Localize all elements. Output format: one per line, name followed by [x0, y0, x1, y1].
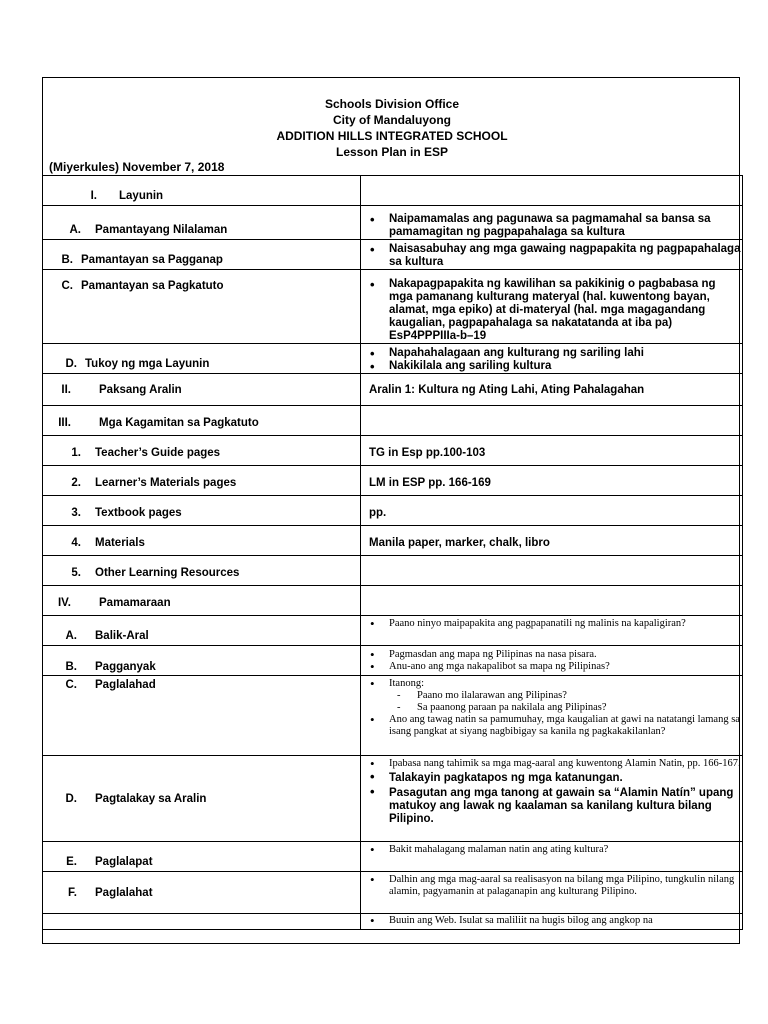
bullet-item: • Pagmasdan ang mapa ng Pilipinas na nasa pisara. [361, 649, 742, 661]
row-title: Pagganyak [95, 661, 156, 673]
row-value [361, 436, 743, 466]
row-number: C. [65, 679, 77, 691]
row-label [43, 176, 361, 206]
tg-value: TG in Esp pp.100-103 [369, 447, 486, 459]
row-value [361, 646, 743, 676]
table-row [43, 756, 743, 842]
row-label [43, 756, 361, 842]
row-label [43, 270, 361, 344]
city-heading: City of Mandaluyong [333, 113, 451, 127]
lesson-plan-frame [42, 77, 740, 944]
row-number: II. [61, 383, 71, 396]
table-row [43, 914, 743, 930]
row-label [43, 676, 361, 756]
row-value [361, 496, 743, 526]
bullet-item: • Paano ninyo maipapakita ang pagpapanatili ng malinis na kapaligiran? [361, 618, 742, 630]
row-value [361, 270, 743, 344]
row-label [43, 496, 361, 526]
row-title: Paglalahad [95, 679, 156, 691]
row-title: Layunin [119, 190, 164, 202]
textbook-value: pp. [369, 507, 387, 519]
row-number: IV. [57, 597, 71, 609]
bullet-item: • Nakikilala ang sariling kultura [361, 360, 742, 373]
row-label [43, 374, 361, 406]
table-row [43, 842, 743, 872]
lesson-plan-table [42, 175, 743, 930]
table-row [43, 176, 743, 206]
row-number: D. [65, 792, 77, 805]
row-number: F. [68, 886, 77, 899]
row-number: B. [61, 254, 73, 266]
row-value [361, 526, 743, 556]
row-label [43, 406, 361, 436]
row-title: Tukoy ng mga Layunin [85, 358, 210, 370]
row-value [361, 344, 743, 374]
table-row [43, 270, 743, 344]
row-number: 5. [71, 567, 81, 579]
row-value [361, 176, 743, 206]
row-label [43, 914, 361, 930]
table-row [43, 406, 743, 436]
table-row [43, 556, 743, 586]
school-office-heading: Schools Division Office [324, 97, 460, 111]
sub-item: - Sa paanong paraan pa nakilala ang Pilipinas? [397, 702, 742, 714]
table-row [43, 374, 743, 406]
table-row [43, 466, 743, 496]
table-row [43, 676, 743, 756]
row-title: Pamantayan sa Pagganap [81, 254, 223, 266]
bullet-item: • Nakapagpapakita ng kawilihan sa pakikinig o pagbabasa ng mga pamanang kulturang materyal (hal. kuwentong bayan, alamat, mga epiko) at di-materyal (hal. mga magagandang kaugalian, pagpapahalaga sa nakatatanda at iba pa) EsP4PPPIIIa-b–19 [361, 278, 742, 343]
row-title: Pagtalakay sa Aralin [95, 792, 207, 805]
bullet-item: • Buuin ang Web. Isulat sa maliliit na hugis bilog ang angkop na [361, 915, 742, 927]
row-title: Pamantayan sa Pagkatuto [81, 280, 224, 292]
row-value [361, 240, 743, 270]
row-label [43, 344, 361, 374]
bullet-item: • Bakit mahalagang malaman natin ang ating kultura? [361, 844, 742, 856]
row-label [43, 206, 361, 240]
row-value [361, 872, 743, 914]
row-value [361, 914, 743, 930]
row-number: 2. [71, 477, 81, 489]
topic-value: Aralin 1: Kultura ng Ating Lahi, Ating Pahalagahan [369, 383, 645, 396]
row-title: Paglalapat [95, 856, 153, 868]
row-number: C. [61, 280, 73, 292]
row-label [43, 240, 361, 270]
bullet-item: • Dalhin ang mga mag-aaral sa realisasyon na bilang mga Pilipino, tungkulin nilang alamin, pagyamanin at palaganapin ang kulturang Pilipino. [361, 874, 742, 898]
row-title: Teacher’s Guide pages [95, 447, 221, 459]
row-title: Paksang Aralin [99, 383, 182, 396]
row-number: I. [90, 190, 97, 202]
table-row [43, 646, 743, 676]
row-title: Pamantayang Nilalaman [95, 224, 228, 236]
table-row [43, 586, 743, 616]
bullet-item: • Pasagutan ang mga tanong at gawain sa “Alamin Natín” upang matukoy ang lawak ng kaalaman sa kanilang kultura bilang Pilipino. [361, 785, 742, 826]
row-title: Mga Kagamitan sa Pagkatuto [99, 417, 259, 429]
school-name-heading: ADDITION HILLS INTEGRATED SCHOOL [276, 129, 508, 143]
table-row [43, 526, 743, 556]
lm-value: LM in ESP pp. 166-169 [369, 477, 491, 489]
row-number: III. [58, 417, 71, 429]
row-label [43, 526, 361, 556]
bullet-item: • Ano ang tawag natin sa pamumuhay, mga kaugalian at gawi na natatangi lamang sa isang pangkat at siyang nagbibigay sa kanila ng pagkakakilanlan? [361, 714, 742, 738]
row-number: B. [65, 661, 77, 673]
row-number: 4. [71, 537, 81, 549]
row-label [43, 872, 361, 914]
row-number: 3. [71, 507, 81, 519]
row-value [361, 586, 743, 616]
table-row [43, 436, 743, 466]
row-value [361, 616, 743, 646]
row-value [361, 466, 743, 496]
row-label [43, 842, 361, 872]
bullet-item: • Talakayin pagkatapos ng mga katanungan. [361, 770, 742, 785]
table-row [43, 240, 743, 270]
row-value [361, 676, 743, 756]
row-value [361, 842, 743, 872]
bullet-item: • Naisasabuhay ang mga gawaing nagpapakita ng pagpapahalaga sa kultura [361, 243, 742, 269]
table-row [43, 872, 743, 914]
row-value [361, 756, 743, 842]
row-label [43, 436, 361, 466]
row-label [43, 556, 361, 586]
row-title: Textbook pages [95, 507, 182, 519]
row-value [361, 556, 743, 586]
row-title: Materials [95, 537, 145, 549]
row-label [43, 586, 361, 616]
bullet-item [361, 678, 742, 714]
row-number: A. [65, 630, 77, 642]
row-label [43, 616, 361, 646]
sub-item: - Paano mo ilalarawan ang Pilipinas? [397, 690, 742, 702]
row-title: Other Learning Resources [95, 567, 240, 579]
table-row [43, 206, 743, 240]
row-number: A. [69, 224, 81, 236]
bullet-item: • Napahahalagaan ang kulturang ng sariling lahi [361, 347, 742, 360]
lesson-plan-title: Lesson Plan in ESP [335, 145, 449, 159]
row-value [361, 374, 743, 406]
row-title: Learner’s Materials pages [95, 477, 237, 489]
row-value [361, 406, 743, 436]
row-value [361, 206, 743, 240]
bullet-item: • Naipamamalas ang pagunawa sa pagmamahal sa bansa sa pamamagitan ng pagpapahalaga sa kultura [361, 213, 742, 239]
materials-value: Manila paper, marker, chalk, libro [369, 537, 550, 549]
table-row [43, 344, 743, 374]
row-title: Balik-Aral [95, 630, 149, 642]
lesson-date: (Miyerkules) November 7, 2018 [49, 160, 225, 174]
row-number: D. [65, 358, 77, 370]
row-label [43, 466, 361, 496]
bullet-item: • Ipabasa nang tahimik sa mga mag-aaral ang kuwentong Alamin Natin, pp. 166-167. [361, 758, 742, 770]
row-label [43, 646, 361, 676]
table-row [43, 616, 743, 646]
row-title: Paglalahat [95, 886, 153, 899]
row-title: Pamamaraan [99, 597, 171, 609]
bullet-item: • Anu-ano ang mga nakapalibot sa mapa ng Pilipinas? [361, 661, 742, 673]
row-number: E. [66, 856, 77, 868]
bullet-text: Itanong: [389, 678, 424, 689]
row-number: 1. [71, 447, 81, 459]
table-row [43, 496, 743, 526]
